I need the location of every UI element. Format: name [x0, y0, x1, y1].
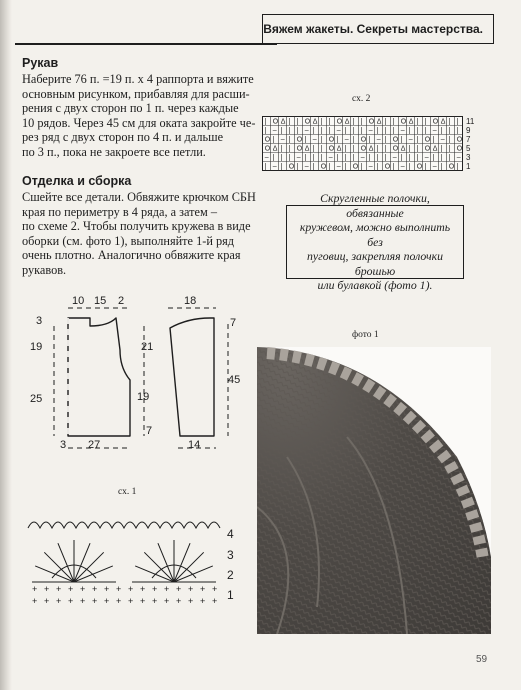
svg-text:O: O — [336, 118, 343, 126]
svg-text:|: | — [304, 154, 307, 162]
svg-text:–: – — [368, 163, 373, 171]
front-bottom-width-1: 3 — [60, 439, 67, 451]
svg-text:|: | — [288, 154, 291, 162]
svg-text:|: | — [392, 118, 395, 126]
front-left-height-3: 25 — [30, 393, 43, 405]
svg-text:|: | — [384, 136, 387, 144]
svg-text:|: | — [416, 145, 419, 153]
svg-text:+: + — [32, 584, 38, 594]
svg-text:|: | — [432, 136, 435, 144]
sleeve-line: по 3 п., пока не закроете все петли. — [22, 144, 206, 159]
garment-schematic — [20, 288, 260, 460]
svg-text:|: | — [320, 118, 323, 126]
svg-text:|: | — [456, 127, 459, 135]
svg-text:|: | — [352, 136, 355, 144]
svg-text:–: – — [400, 127, 405, 135]
svg-text:|: | — [352, 118, 355, 126]
svg-text:|: | — [408, 127, 411, 135]
crochet-row-label: 4 — [227, 527, 234, 541]
sleeve-outline — [170, 318, 214, 436]
front-top-width-1: 10 — [72, 295, 85, 307]
page-binding-shadow — [0, 0, 12, 690]
svg-text:|: | — [344, 163, 347, 171]
crochet-motifs — [28, 522, 220, 582]
svg-text:|: | — [416, 127, 419, 135]
finishing-line: края по периметру в 4 ряда, а затем – — [22, 204, 217, 219]
crochet-chart-1 — [24, 504, 244, 614]
svg-text:|: | — [416, 136, 419, 144]
svg-text:–: – — [408, 136, 413, 144]
svg-text:|: | — [320, 136, 323, 144]
svg-text:|: | — [424, 118, 427, 126]
svg-text:O: O — [296, 145, 303, 153]
svg-text:|: | — [296, 127, 299, 135]
svg-text:Δ: Δ — [336, 145, 342, 153]
svg-text:|: | — [376, 145, 379, 153]
svg-text:|: | — [408, 145, 411, 153]
svg-text:+: + — [176, 584, 182, 594]
header-rule — [15, 43, 277, 45]
svg-text:+: + — [116, 596, 122, 606]
photo-caption: фото 1 — [352, 330, 379, 340]
row-label: 1 — [466, 162, 471, 171]
svg-text:|: | — [400, 154, 403, 162]
svg-text:O: O — [328, 145, 335, 153]
front-bottom-width-2: 27 — [88, 439, 101, 451]
svg-text:|: | — [280, 145, 283, 153]
svg-text:–: – — [424, 154, 429, 162]
tip-line: пуговиц, закрепляя полочки брошью — [307, 249, 443, 278]
svg-text:+: + — [164, 584, 170, 594]
svg-text:O: O — [384, 163, 391, 171]
row-label: 5 — [466, 144, 471, 153]
svg-text:|: | — [384, 127, 387, 135]
svg-text:|: | — [448, 136, 451, 144]
svg-text:–: – — [280, 136, 285, 144]
tip-line: или булавкой (фото 1). — [317, 278, 433, 293]
svg-text:|: | — [448, 127, 451, 135]
svg-text:–: – — [304, 163, 309, 171]
knitting-chart-2 — [262, 112, 484, 176]
svg-text:O: O — [320, 163, 327, 171]
sleeve-line: Наберите 76 п. =19 п. х 4 раппорта и вяжите — [22, 72, 254, 86]
chapter-header — [262, 14, 494, 44]
svg-text:+: + — [128, 596, 134, 606]
page-number: 59 — [476, 654, 488, 665]
diagram2-caption: сх. 2 — [352, 94, 371, 104]
svg-text:+: + — [152, 584, 158, 594]
crochet-row-label: 3 — [227, 548, 234, 562]
svg-text:|: | — [272, 154, 275, 162]
svg-text:|: | — [328, 163, 331, 171]
svg-text:O: O — [424, 145, 431, 153]
svg-text:+: + — [44, 596, 50, 606]
svg-text:|: | — [312, 154, 315, 162]
sleeve-text — [22, 72, 262, 160]
svg-text:Δ: Δ — [408, 118, 414, 126]
svg-text:+: + — [212, 596, 218, 606]
svg-text:+: + — [140, 584, 146, 594]
finishing-line: рукавов. — [22, 262, 67, 277]
svg-text:O: O — [432, 118, 439, 126]
sleeve-line: рез ряд с двух сторон по 4 п. и дальше — [22, 130, 224, 145]
svg-text:+: + — [104, 596, 110, 606]
svg-text:|: | — [344, 154, 347, 162]
svg-text:+: + — [200, 596, 206, 606]
svg-text:|: | — [320, 145, 323, 153]
svg-text:|: | — [336, 136, 339, 144]
svg-text:+: + — [92, 584, 98, 594]
front-left-height-1: 3 — [36, 315, 43, 327]
sleeve-top-width: 18 — [184, 295, 197, 307]
svg-text:|: | — [288, 118, 291, 126]
sleeve-line: основным рисунком, прибавляя для расши- — [22, 86, 250, 101]
tip-box — [286, 191, 464, 293]
svg-text:|: | — [448, 154, 451, 162]
svg-text:|: | — [376, 163, 379, 171]
svg-text:O: O — [400, 118, 407, 126]
svg-text:+: + — [104, 584, 110, 594]
svg-text:–: – — [400, 163, 405, 171]
photo-image — [257, 347, 491, 634]
svg-text:Δ: Δ — [304, 145, 310, 153]
chapter-header-title: Вяжем жакеты. Секреты мастерства. — [263, 22, 483, 36]
finishing-line: очень плотно. Аналогично обвяжите края — [22, 248, 241, 263]
svg-text:O: O — [392, 136, 399, 144]
svg-text:|: | — [304, 136, 307, 144]
crochet-base-row — [32, 584, 217, 606]
svg-text:–: – — [328, 154, 333, 162]
svg-text:|: | — [312, 127, 315, 135]
svg-text:Δ: Δ — [400, 145, 406, 153]
finishing-line: оборки (см. фото 1), выполняйте 1-й ряд — [22, 233, 235, 248]
svg-text:|: | — [296, 118, 299, 126]
finishing-line: Сшейте все детали. Обвяжите крючком СБН — [22, 190, 256, 204]
photo-knitted-lace — [257, 347, 491, 634]
svg-text:|: | — [360, 127, 363, 135]
svg-text:Δ: Δ — [312, 118, 318, 126]
front-right-height-2: 19 — [137, 391, 150, 403]
svg-text:|: | — [400, 136, 403, 144]
svg-text:|: | — [352, 145, 355, 153]
svg-text:–: – — [336, 127, 341, 135]
svg-text:+: + — [200, 584, 206, 594]
svg-text:|: | — [336, 154, 339, 162]
svg-text:Δ: Δ — [280, 118, 286, 126]
svg-text:+: + — [164, 596, 170, 606]
svg-text:O: O — [264, 145, 271, 153]
svg-text:|: | — [384, 145, 387, 153]
svg-text:+: + — [80, 584, 86, 594]
svg-text:|: | — [424, 163, 427, 171]
svg-text:+: + — [68, 584, 74, 594]
svg-text:|: | — [344, 127, 347, 135]
svg-text:O: O — [368, 118, 375, 126]
svg-text:–: – — [360, 154, 365, 162]
svg-text:–: – — [272, 163, 277, 171]
svg-text:–: – — [264, 154, 269, 162]
svg-text:|: | — [432, 154, 435, 162]
svg-text:–: – — [312, 136, 317, 144]
svg-text:|: | — [360, 163, 363, 171]
finishing-line: по схеме 2. Чтобы получить кружева в виде — [22, 219, 251, 234]
svg-text:|: | — [440, 127, 443, 135]
sleeve-line: рения с двух сторон по 1 п. через каждые — [22, 101, 239, 116]
svg-text:|: | — [328, 118, 331, 126]
svg-text:+: + — [128, 584, 134, 594]
front-right-height-1: 21 — [141, 341, 154, 353]
tip-line: Скругленные полочки, обвязанные — [320, 191, 430, 220]
svg-text:O: O — [272, 118, 279, 126]
sleeve-cap-height: 7 — [230, 317, 237, 329]
svg-text:|: | — [264, 127, 267, 135]
sleeve-line: 10 рядов. Через 45 см для оката закройте че- — [22, 115, 256, 130]
svg-text:|: | — [352, 127, 355, 135]
svg-text:Δ: Δ — [368, 145, 374, 153]
crochet-row-label: 2 — [227, 568, 234, 582]
svg-text:+: + — [80, 596, 86, 606]
svg-text:–: – — [456, 154, 461, 162]
front-panel-outline — [68, 318, 130, 436]
svg-text:+: + — [32, 596, 38, 606]
svg-text:|: | — [328, 127, 331, 135]
svg-text:|: | — [288, 145, 291, 153]
svg-text:|: | — [384, 118, 387, 126]
svg-text:|: | — [312, 145, 315, 153]
svg-text:O: O — [304, 118, 311, 126]
svg-text:–: – — [376, 136, 381, 144]
svg-text:+: + — [56, 584, 62, 594]
svg-text:–: – — [304, 127, 309, 135]
svg-text:|: | — [392, 163, 395, 171]
crochet-row-label: 1 — [227, 588, 234, 602]
svg-text:O: O — [352, 163, 359, 171]
svg-text:|: | — [352, 154, 355, 162]
svg-text:–: – — [336, 163, 341, 171]
svg-text:Δ: Δ — [272, 145, 278, 153]
svg-text:|: | — [448, 145, 451, 153]
row-label: 3 — [466, 153, 471, 162]
chart-row-labels — [466, 117, 475, 171]
svg-text:|: | — [456, 118, 459, 126]
svg-text:–: – — [432, 163, 437, 171]
svg-text:+: + — [188, 596, 194, 606]
svg-text:Δ: Δ — [432, 145, 438, 153]
svg-text:O: O — [360, 145, 367, 153]
svg-text:|: | — [344, 145, 347, 153]
svg-text:|: | — [320, 154, 323, 162]
svg-text:|: | — [280, 127, 283, 135]
svg-text:O: O — [296, 136, 303, 144]
svg-text:O: O — [424, 136, 431, 144]
sleeve-length: 45 — [228, 374, 241, 386]
svg-text:|: | — [384, 154, 387, 162]
svg-text:|: | — [272, 136, 275, 144]
svg-text:+: + — [212, 584, 218, 594]
svg-text:Δ: Δ — [344, 118, 350, 126]
svg-text:|: | — [264, 118, 267, 126]
svg-text:+: + — [116, 584, 122, 594]
row-label: 11 — [466, 117, 475, 126]
svg-text:Δ: Δ — [376, 118, 382, 126]
svg-text:+: + — [152, 596, 158, 606]
svg-text:Δ: Δ — [440, 118, 446, 126]
svg-text:|: | — [424, 127, 427, 135]
svg-text:O: O — [264, 136, 271, 144]
svg-text:|: | — [288, 127, 291, 135]
svg-text:O: O — [288, 163, 295, 171]
svg-text:|: | — [440, 163, 443, 171]
svg-text:|: | — [392, 127, 395, 135]
svg-text:+: + — [92, 596, 98, 606]
svg-text:|: | — [368, 154, 371, 162]
finishing-text — [22, 190, 262, 278]
svg-text:–: – — [432, 127, 437, 135]
svg-text:O: O — [392, 145, 399, 153]
diagram1-caption: сх. 1 — [118, 487, 137, 497]
svg-text:|: | — [288, 136, 291, 144]
svg-text:|: | — [376, 127, 379, 135]
svg-text:|: | — [280, 154, 283, 162]
svg-text:+: + — [56, 596, 62, 606]
svg-text:+: + — [68, 596, 74, 606]
front-top-width-3: 2 — [118, 295, 125, 307]
svg-text:|: | — [416, 154, 419, 162]
svg-text:–: – — [272, 127, 277, 135]
svg-text:|: | — [456, 163, 459, 171]
svg-text:|: | — [264, 163, 267, 171]
svg-text:–: – — [440, 136, 445, 144]
row-label: 7 — [466, 135, 471, 144]
sleeve-heading: Рукав — [22, 56, 59, 70]
svg-text:+: + — [140, 596, 146, 606]
svg-text:–: – — [344, 136, 349, 144]
svg-text:+: + — [188, 584, 194, 594]
svg-text:+: + — [176, 596, 182, 606]
svg-text:O: O — [456, 136, 463, 144]
front-left-height-2: 19 — [30, 341, 43, 353]
svg-text:O: O — [360, 136, 367, 144]
svg-text:|: | — [312, 163, 315, 171]
svg-text:|: | — [376, 154, 379, 162]
svg-text:O: O — [456, 145, 463, 153]
svg-text:|: | — [360, 118, 363, 126]
tip-line: кружевом, можно выполнить без — [299, 220, 451, 249]
svg-text:|: | — [320, 127, 323, 135]
svg-text:|: | — [416, 118, 419, 126]
svg-text:|: | — [408, 154, 411, 162]
svg-text:O: O — [416, 163, 423, 171]
svg-text:|: | — [440, 154, 443, 162]
svg-text:|: | — [296, 163, 299, 171]
front-right-height-3: 7 — [146, 425, 153, 437]
svg-text:|: | — [280, 163, 283, 171]
front-top-width-2: 15 — [94, 295, 107, 307]
finishing-heading: Отделка и сборка — [22, 174, 132, 188]
svg-text:O: O — [448, 163, 455, 171]
svg-text:–: – — [296, 154, 301, 162]
svg-text:|: | — [448, 118, 451, 126]
svg-text:|: | — [368, 136, 371, 144]
svg-text:O: O — [328, 136, 335, 144]
svg-text:|: | — [408, 163, 411, 171]
svg-text:–: – — [392, 154, 397, 162]
svg-text:–: – — [368, 127, 373, 135]
sleeve-bottom-width: 14 — [188, 439, 201, 451]
svg-text:+: + — [44, 584, 50, 594]
row-label: 9 — [466, 126, 471, 135]
svg-text:|: | — [440, 145, 443, 153]
